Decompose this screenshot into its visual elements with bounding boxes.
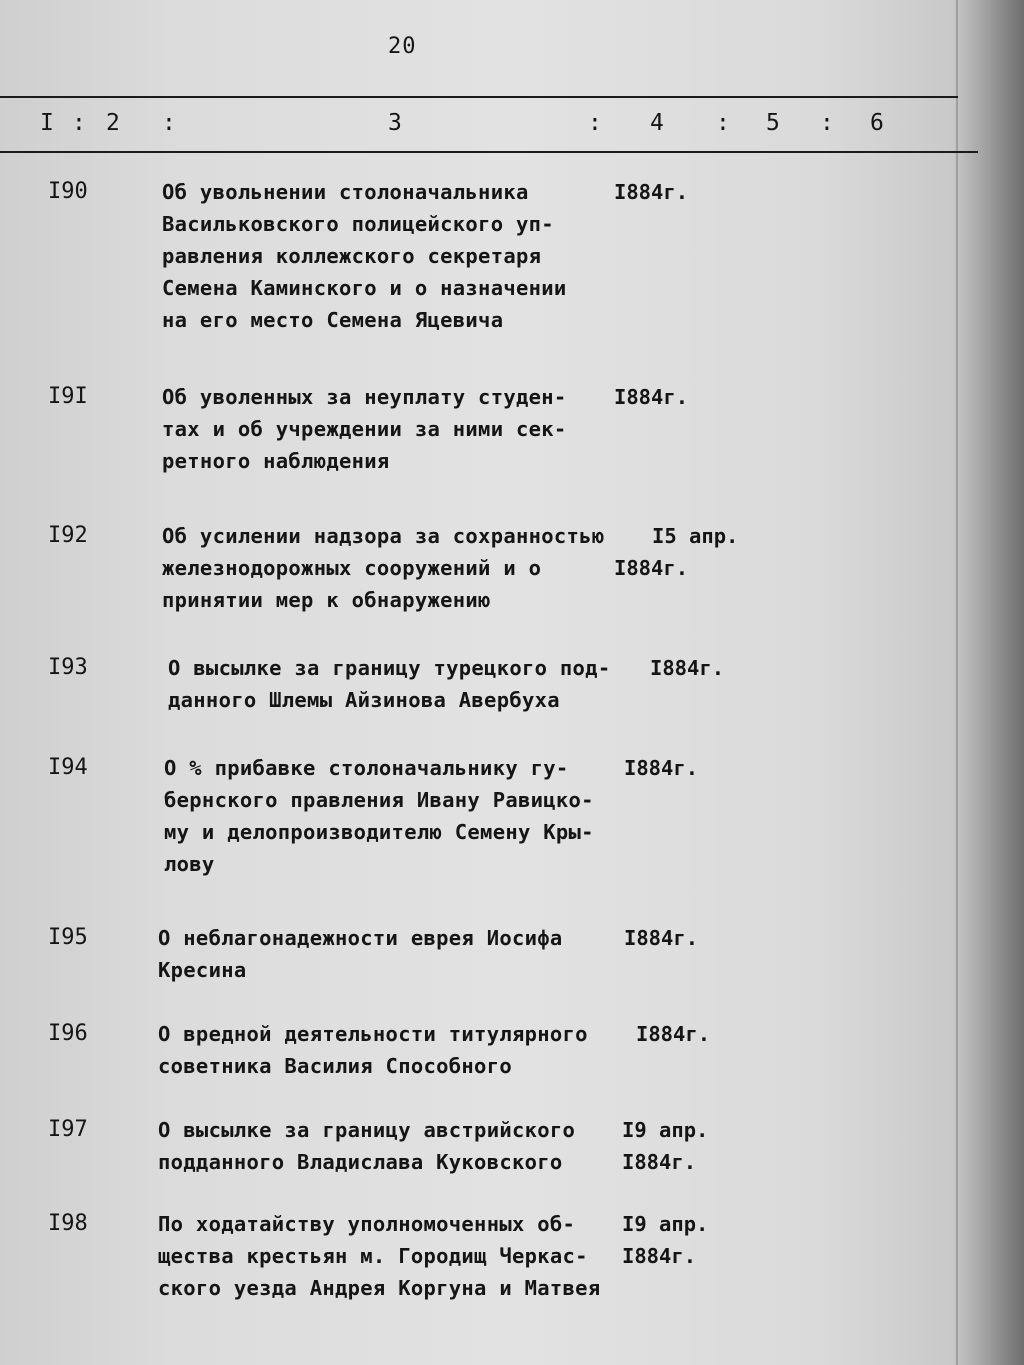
- entry-title-line: Кресина: [158, 958, 247, 982]
- entry-title-line: советника Василия Способного: [158, 1054, 512, 1078]
- entry-title-line: лову: [164, 852, 215, 876]
- entry-date-line: I9 апр.: [622, 1118, 709, 1142]
- column-header-1: I: [40, 110, 54, 136]
- entry-number: I94: [48, 755, 88, 780]
- entry-date-line: I884г.: [614, 556, 689, 580]
- entry-title: [158, 1208, 600, 1304]
- entry-title: [162, 176, 567, 336]
- entry-title-line: Семена Каминского и о назначении: [162, 276, 567, 300]
- entry-title-line: му и делопроизводителю Семену Кры-: [164, 820, 594, 844]
- entry-title-line: Об уволенных за неуплату студен-: [162, 385, 567, 409]
- entry-number: I97: [48, 1117, 88, 1142]
- entry-number: I95: [48, 925, 88, 950]
- entry-number: I92: [48, 523, 88, 548]
- column-header-2: 2: [106, 110, 120, 136]
- entry-date-line: I884г.: [624, 756, 699, 780]
- entry-date-line: I884г.: [622, 1150, 697, 1174]
- page-edge-shadow: [952, 0, 1024, 1365]
- entry-title: [162, 520, 604, 616]
- entry-title-line: О вредной деятельности титулярного: [158, 1022, 588, 1046]
- entry-date-line: I884г.: [614, 180, 689, 204]
- entry-title-line: подданного Владислава Куковского: [158, 1150, 563, 1174]
- entry-title-line: принятии мер к обнаружению: [162, 588, 491, 612]
- entry-title: [168, 652, 610, 716]
- entry-title: [158, 922, 563, 986]
- column-separator: :: [820, 110, 834, 136]
- entry-title: [158, 1018, 588, 1082]
- entry-title-line: О % прибавке столоначальнику гу-: [164, 756, 569, 780]
- entry-title-line: О неблагонадежности еврея Иосифа: [158, 926, 563, 950]
- entry-date: [622, 1208, 708, 1272]
- entry-title-line: на его место Семена Яцевича: [162, 308, 504, 332]
- entry-date: [614, 381, 688, 413]
- entry-title-line: данного Шлемы Айзинова Авербуха: [168, 688, 560, 712]
- entry-title-line: ского уезда Андрея Коргуна и Матвея: [158, 1276, 601, 1300]
- entry-date: [624, 922, 698, 954]
- entry-number: I90: [48, 179, 88, 204]
- column-header-4: 4: [650, 110, 664, 136]
- column-separator: :: [716, 110, 730, 136]
- entry-title-line: Васильковского полицейского уп-: [162, 212, 554, 236]
- entry-title: [164, 752, 594, 880]
- page-number: 20: [388, 34, 417, 59]
- entry-date-line: I884г.: [624, 926, 699, 950]
- entry-title: [162, 381, 567, 477]
- entry-date-line: I884г.: [650, 656, 725, 680]
- column-header-6: 6: [870, 110, 884, 136]
- entry-date: [650, 652, 724, 684]
- entry-title-line: равления коллежского секретаря: [162, 244, 542, 268]
- entry-title-line: Об увольнении столоначальника: [162, 180, 529, 204]
- entry-date: [636, 1018, 710, 1050]
- entry-date-line: I884г.: [622, 1244, 697, 1268]
- header-top-rule: [0, 96, 958, 98]
- entry-title-line: Об усилении надзора за сохранностью: [162, 524, 605, 548]
- entry-title-line: О высылке за границу австрийского: [158, 1118, 576, 1142]
- entry-title-line: тах и об учреждении за ними сек-: [162, 417, 567, 441]
- entry-number: I98: [48, 1211, 88, 1236]
- entry-title: [158, 1114, 575, 1178]
- entry-date: [614, 176, 688, 208]
- entry-date: [614, 520, 739, 584]
- entry-date-line: I5 апр.: [652, 524, 739, 548]
- column-separator: :: [588, 110, 602, 136]
- page-edge-line: [956, 0, 958, 1365]
- entry-number: I93: [48, 655, 88, 680]
- header-bottom-rule: [0, 151, 978, 153]
- column-separator: :: [162, 110, 176, 136]
- entry-title-line: щества крестьян м. Городищ Черкас-: [158, 1244, 588, 1268]
- entry-title-line: О высылке за границу турецкого под-: [168, 656, 611, 680]
- entry-date-line: I9 апр.: [622, 1212, 709, 1236]
- column-header-5: 5: [766, 110, 780, 136]
- entry-date-line: I884г.: [614, 385, 689, 409]
- entry-number: I9I: [48, 384, 88, 409]
- entry-number: I96: [48, 1021, 88, 1046]
- entry-date-line: I884г.: [636, 1022, 711, 1046]
- entry-title-line: железнодорожных сооружений и о: [162, 556, 542, 580]
- column-header-3: 3: [388, 110, 402, 136]
- column-separator: :: [72, 110, 86, 136]
- entry-date: [624, 752, 698, 784]
- entry-title-line: ретного наблюдения: [162, 449, 390, 473]
- entry-title-line: По ходатайству уполномоченных об-: [158, 1212, 576, 1236]
- entry-date: [622, 1114, 708, 1178]
- entry-title-line: бернского правления Ивану Равицко-: [164, 788, 594, 812]
